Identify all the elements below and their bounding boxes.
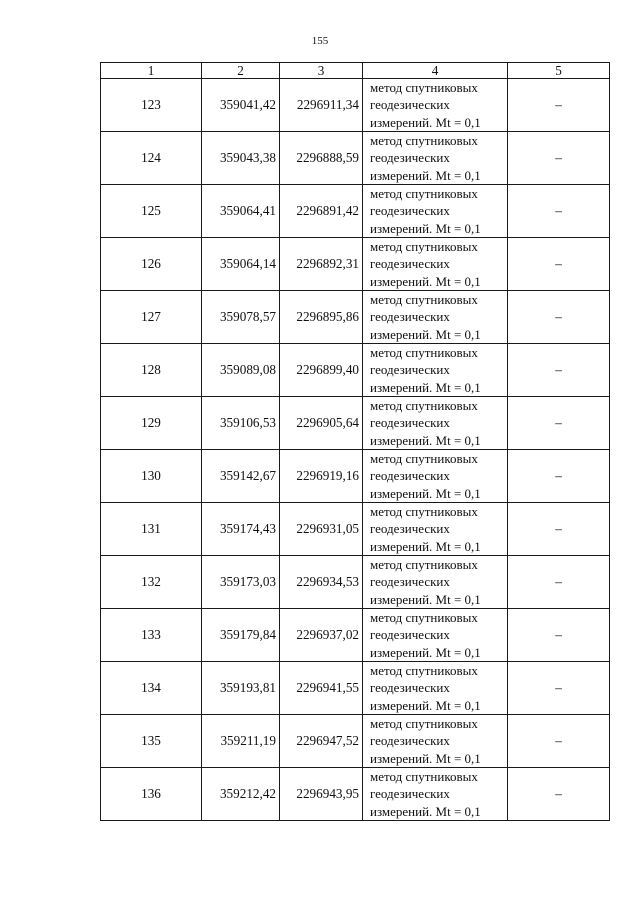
method-line: метод спутниковых <box>370 504 478 520</box>
note-cell: – <box>508 132 610 185</box>
method-cell <box>363 397 508 450</box>
method-line: измерений. Mt = 0,1 <box>370 750 481 766</box>
coordinates-table <box>100 62 610 821</box>
method-line: метод спутниковых <box>370 610 478 626</box>
note-cell: – <box>508 768 610 821</box>
x-coordinate-cell: 359211,19 <box>202 715 280 768</box>
y-coordinate-cell: 2296891,42 <box>280 185 363 238</box>
method-cell <box>363 609 508 662</box>
header-col-5: 5 <box>508 63 610 79</box>
method-line: метод спутниковых <box>370 186 478 202</box>
y-coordinate-cell: 2296919,16 <box>280 450 363 503</box>
point-number-cell: 126 <box>101 238 202 291</box>
method-line: метод спутниковых <box>370 80 478 96</box>
x-coordinate-cell: 359173,03 <box>202 556 280 609</box>
x-coordinate-cell: 359106,53 <box>202 397 280 450</box>
table-row <box>101 556 610 609</box>
y-coordinate-cell: 2296947,52 <box>280 715 363 768</box>
point-number-cell: 134 <box>101 662 202 715</box>
method-line: геодезических <box>370 468 450 484</box>
note-cell: – <box>508 556 610 609</box>
method-line: измерений. Mt = 0,1 <box>370 697 481 713</box>
y-coordinate-cell: 2296899,40 <box>280 344 363 397</box>
note-cell: – <box>508 397 610 450</box>
method-line: измерений. Mt = 0,1 <box>370 644 481 660</box>
method-cell <box>363 768 508 821</box>
method-line: метод спутниковых <box>370 451 478 467</box>
note-cell: – <box>508 291 610 344</box>
point-number-cell: 127 <box>101 291 202 344</box>
table-row <box>101 715 610 768</box>
note-cell: – <box>508 344 610 397</box>
point-number-cell: 131 <box>101 503 202 556</box>
table-row <box>101 768 610 821</box>
table-row <box>101 397 610 450</box>
note-cell: – <box>508 662 610 715</box>
method-cell <box>363 344 508 397</box>
header-col-1: 1 <box>101 63 202 79</box>
table-row <box>101 450 610 503</box>
header-row <box>101 63 610 79</box>
method-cell <box>363 291 508 344</box>
x-coordinate-cell: 359174,43 <box>202 503 280 556</box>
method-line: геодезических <box>370 680 450 696</box>
header-col-2: 2 <box>202 63 280 79</box>
x-coordinate-cell: 359064,41 <box>202 185 280 238</box>
x-coordinate-cell: 359078,57 <box>202 291 280 344</box>
method-line: измерений. Mt = 0,1 <box>370 591 481 607</box>
method-line: геодезических <box>370 362 450 378</box>
method-line: метод спутниковых <box>370 663 478 679</box>
table-row <box>101 344 610 397</box>
method-cell <box>363 662 508 715</box>
method-cell <box>363 238 508 291</box>
x-coordinate-cell: 359179,84 <box>202 609 280 662</box>
method-cell <box>363 715 508 768</box>
method-line: метод спутниковых <box>370 716 478 732</box>
note-cell: – <box>508 715 610 768</box>
table-row <box>101 79 610 132</box>
method-cell <box>363 503 508 556</box>
y-coordinate-cell: 2296888,59 <box>280 132 363 185</box>
method-line: геодезических <box>370 97 450 113</box>
note-cell: – <box>508 79 610 132</box>
method-line: метод спутниковых <box>370 398 478 414</box>
point-number-cell: 130 <box>101 450 202 503</box>
point-number-cell: 133 <box>101 609 202 662</box>
header-col-4: 4 <box>363 63 508 79</box>
y-coordinate-cell: 2296934,53 <box>280 556 363 609</box>
method-line: измерений. Mt = 0,1 <box>370 432 481 448</box>
method-line: измерений. Mt = 0,1 <box>370 220 481 236</box>
table-row <box>101 132 610 185</box>
x-coordinate-cell: 359212,42 <box>202 768 280 821</box>
method-line: метод спутниковых <box>370 557 478 573</box>
x-coordinate-cell: 359041,42 <box>202 79 280 132</box>
point-number-cell: 136 <box>101 768 202 821</box>
method-line: геодезических <box>370 733 450 749</box>
table-row <box>101 609 610 662</box>
point-number-cell: 132 <box>101 556 202 609</box>
method-line: метод спутниковых <box>370 769 478 785</box>
x-coordinate-cell: 359064,14 <box>202 238 280 291</box>
method-cell <box>363 450 508 503</box>
method-line: измерений. Mt = 0,1 <box>370 538 481 554</box>
y-coordinate-cell: 2296937,02 <box>280 609 363 662</box>
header-col-3: 3 <box>280 63 363 79</box>
note-cell: – <box>508 609 610 662</box>
x-coordinate-cell: 359043,38 <box>202 132 280 185</box>
method-cell <box>363 132 508 185</box>
method-line: измерений. Mt = 0,1 <box>370 803 481 819</box>
note-cell: – <box>508 185 610 238</box>
method-line: метод спутниковых <box>370 345 478 361</box>
method-line: геодезических <box>370 627 450 643</box>
table-row <box>101 291 610 344</box>
method-line: геодезических <box>370 203 450 219</box>
method-cell <box>363 79 508 132</box>
method-line: геодезических <box>370 150 450 166</box>
y-coordinate-cell: 2296905,64 <box>280 397 363 450</box>
method-line: измерений. Mt = 0,1 <box>370 167 481 183</box>
x-coordinate-cell: 359142,67 <box>202 450 280 503</box>
y-coordinate-cell: 2296911,34 <box>280 79 363 132</box>
x-coordinate-cell: 359089,08 <box>202 344 280 397</box>
method-line: геодезических <box>370 786 450 802</box>
x-coordinate-cell: 359193,81 <box>202 662 280 715</box>
method-line: метод спутниковых <box>370 292 478 308</box>
table-body <box>101 79 610 821</box>
note-cell: – <box>508 503 610 556</box>
method-line: геодезических <box>370 256 450 272</box>
method-line: геодезических <box>370 309 450 325</box>
method-line: геодезических <box>370 574 450 590</box>
method-cell <box>363 185 508 238</box>
note-cell: – <box>508 238 610 291</box>
point-number-cell: 123 <box>101 79 202 132</box>
point-number-cell: 125 <box>101 185 202 238</box>
method-line: геодезических <box>370 415 450 431</box>
point-number-cell: 135 <box>101 715 202 768</box>
y-coordinate-cell: 2296941,55 <box>280 662 363 715</box>
y-coordinate-cell: 2296943,95 <box>280 768 363 821</box>
table-row <box>101 503 610 556</box>
point-number-cell: 129 <box>101 397 202 450</box>
y-coordinate-cell: 2296895,86 <box>280 291 363 344</box>
method-line: геодезических <box>370 521 450 537</box>
point-number-cell: 124 <box>101 132 202 185</box>
point-number-cell: 128 <box>101 344 202 397</box>
table-row <box>101 238 610 291</box>
y-coordinate-cell: 2296892,31 <box>280 238 363 291</box>
method-line: измерений. Mt = 0,1 <box>370 273 481 289</box>
method-line: измерений. Mt = 0,1 <box>370 485 481 501</box>
method-line: измерений. Mt = 0,1 <box>370 379 481 395</box>
table-row <box>101 185 610 238</box>
y-coordinate-cell: 2296931,05 <box>280 503 363 556</box>
method-line: измерений. Mt = 0,1 <box>370 326 481 342</box>
page-number: 155 <box>311 35 329 47</box>
method-line: измерений. Mt = 0,1 <box>370 114 481 130</box>
method-line: метод спутниковых <box>370 133 478 149</box>
note-cell: – <box>508 450 610 503</box>
table-row <box>101 662 610 715</box>
method-cell <box>363 556 508 609</box>
method-line: метод спутниковых <box>370 239 478 255</box>
